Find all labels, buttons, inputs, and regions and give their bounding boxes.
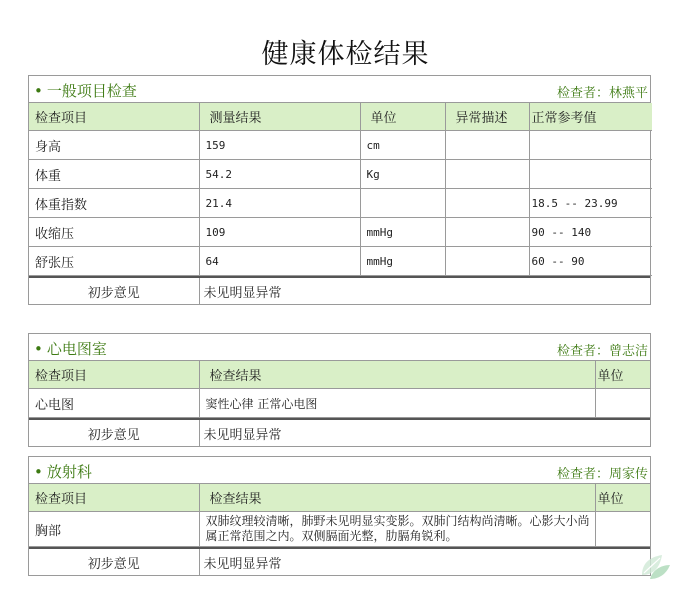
section-ecg bbox=[28, 333, 651, 447]
column-header: 单位 bbox=[595, 484, 650, 512]
item-abnormal bbox=[445, 189, 529, 218]
summary-value: 未见明显异常 bbox=[203, 556, 282, 572]
table-row bbox=[29, 160, 652, 189]
table-header-row bbox=[29, 103, 652, 131]
section-header bbox=[29, 334, 650, 361]
table-row bbox=[29, 247, 652, 276]
item-result: 64 bbox=[199, 247, 360, 276]
ecg-table bbox=[29, 361, 650, 418]
column-header: 检查结果 bbox=[199, 484, 595, 512]
item-abnormal bbox=[445, 218, 529, 247]
column-header: 检查项目 bbox=[29, 484, 199, 512]
table-row bbox=[29, 189, 652, 218]
table-header-row bbox=[29, 361, 650, 389]
item-name: 心电图 bbox=[29, 389, 199, 418]
table-row bbox=[29, 131, 652, 160]
item-result: 54.2 bbox=[199, 160, 360, 189]
summary-label: 初步意见 bbox=[29, 277, 199, 304]
table-row bbox=[29, 218, 652, 247]
summary-row bbox=[29, 547, 650, 575]
item-reference bbox=[529, 160, 652, 189]
item-name: 舒张压 bbox=[29, 247, 199, 276]
radiology-table bbox=[29, 484, 650, 547]
item-abnormal bbox=[445, 131, 529, 160]
column-header: 检查项目 bbox=[29, 103, 199, 131]
section-title-text: 放射科 bbox=[46, 463, 92, 481]
summary-label: 初步意见 bbox=[29, 548, 199, 575]
section-title-text: 心电图室 bbox=[46, 340, 107, 358]
item-abnormal bbox=[445, 247, 529, 276]
column-header: 正常参考值 bbox=[529, 103, 652, 131]
item-name: 身高 bbox=[29, 131, 199, 160]
item-unit: Kg bbox=[360, 160, 445, 189]
section-general-exam bbox=[28, 75, 651, 305]
item-result: 159 bbox=[199, 131, 360, 160]
item-result: 21.4 bbox=[199, 189, 360, 218]
item-unit bbox=[595, 389, 650, 418]
item-name: 收缩压 bbox=[29, 218, 199, 247]
summary-row bbox=[29, 276, 650, 304]
page-title: 健康体检结果 bbox=[261, 39, 430, 70]
summary-label: 初步意见 bbox=[29, 419, 199, 446]
column-header: 检查项目 bbox=[29, 361, 199, 389]
item-abnormal bbox=[445, 160, 529, 189]
section-radiology bbox=[28, 456, 651, 576]
column-header: 检查结果 bbox=[199, 361, 595, 389]
section-title: • 心电图室 bbox=[34, 340, 107, 358]
item-reference: 18.5 -- 23.99 bbox=[529, 189, 652, 218]
item-name: 体重指数 bbox=[29, 189, 199, 218]
item-result: 窦性心律 正常心电图 bbox=[199, 389, 595, 418]
column-header: 单位 bbox=[595, 361, 650, 389]
table-row bbox=[29, 512, 650, 547]
item-result: 109 bbox=[199, 218, 360, 247]
column-header: 单位 bbox=[360, 103, 445, 131]
summary-row bbox=[29, 418, 650, 446]
section-title: • 一般项目检查 bbox=[34, 82, 137, 100]
section-header bbox=[29, 457, 650, 484]
general-exam-table bbox=[29, 103, 652, 276]
item-unit: mmHg bbox=[360, 247, 445, 276]
table-header-row bbox=[29, 484, 650, 512]
column-header: 异常描述 bbox=[445, 103, 529, 131]
item-unit bbox=[360, 189, 445, 218]
column-header: 测量结果 bbox=[199, 103, 360, 131]
item-name: 胸部 bbox=[29, 512, 199, 547]
section-title: • 放射科 bbox=[34, 463, 92, 481]
inspector-name: 检查者：曾志洁 bbox=[556, 344, 648, 359]
item-reference: 90 -- 140 bbox=[529, 218, 652, 247]
item-reference: 60 -- 90 bbox=[529, 247, 652, 276]
leaf-logo-icon bbox=[638, 549, 672, 587]
item-reference bbox=[529, 131, 652, 160]
inspector-name: 检查者：周家传 bbox=[556, 467, 648, 482]
item-unit bbox=[595, 512, 650, 547]
item-result: 双肺纹理较清晰，肺野未见明显实变影。双肺门结构尚清晰。心影大小尚属正常范围之内。双侧膈面光整，肋膈角锐利。 bbox=[199, 512, 595, 547]
section-title-text: 一般项目检查 bbox=[46, 82, 137, 100]
section-header bbox=[29, 76, 650, 103]
item-unit: mmHg bbox=[360, 218, 445, 247]
summary-value: 未见明显异常 bbox=[203, 427, 282, 443]
item-name: 体重 bbox=[29, 160, 199, 189]
inspector-name: 检查者：林燕平 bbox=[556, 86, 648, 101]
item-unit: cm bbox=[360, 131, 445, 160]
summary-value: 未见明显异常 bbox=[203, 285, 282, 301]
table-row bbox=[29, 389, 650, 418]
